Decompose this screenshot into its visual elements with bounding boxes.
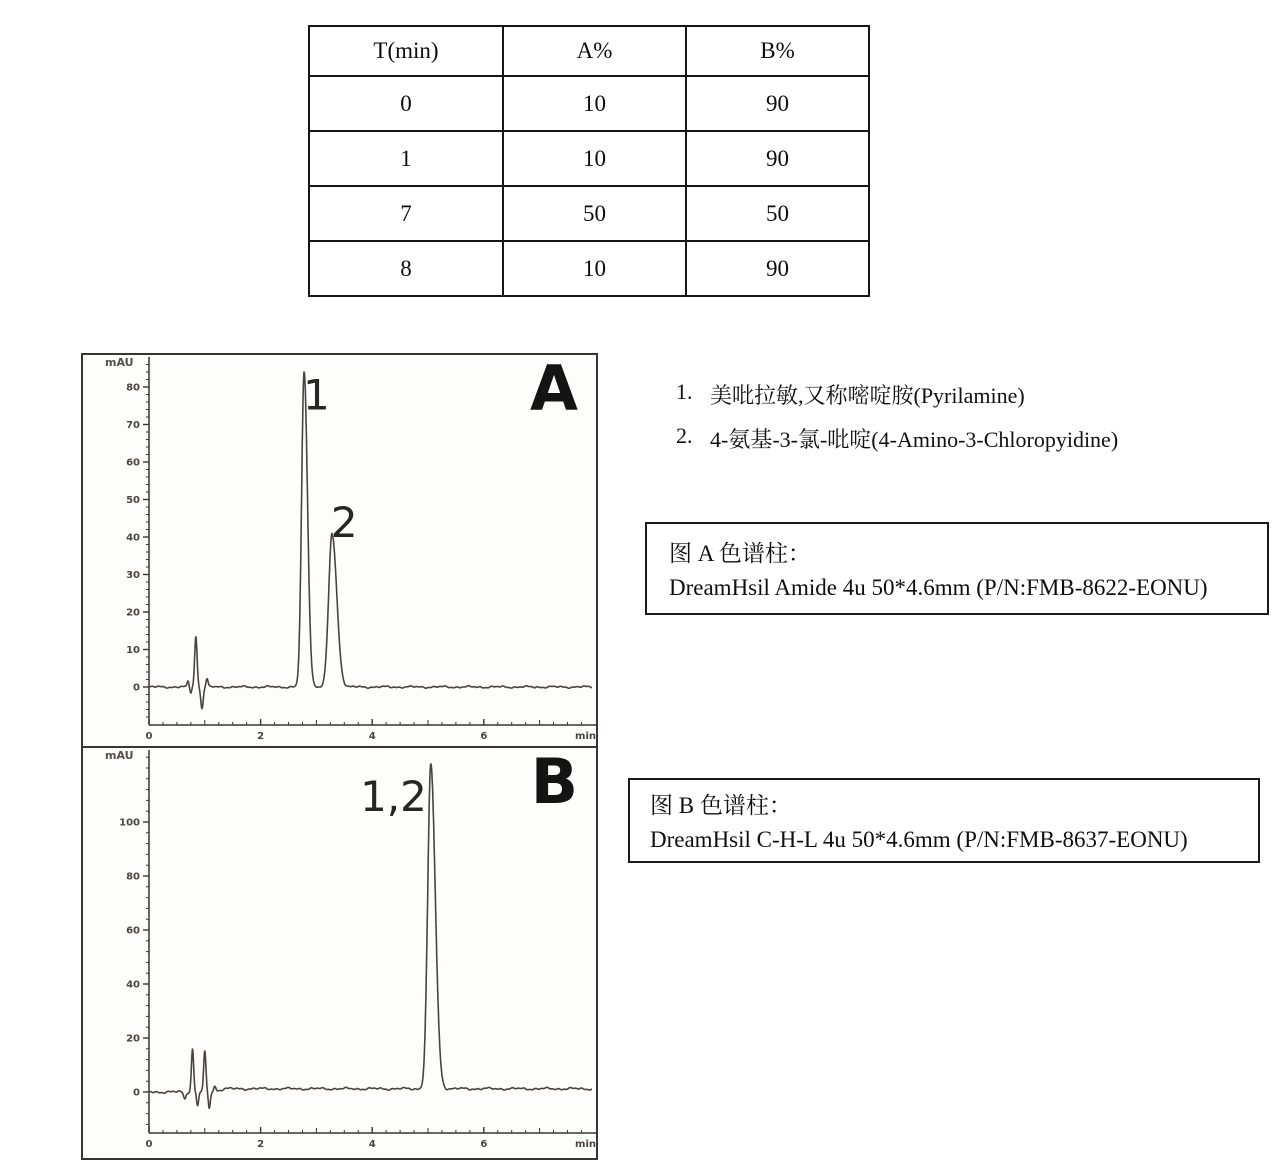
- y-tick-label: 20: [126, 607, 140, 619]
- legend-item-text: 美吡拉敏,又称嘧啶胺(Pyrilamine): [710, 383, 1025, 408]
- chromatogram-stack: [81, 353, 598, 1160]
- gradient-table: [308, 25, 870, 297]
- table-cell: 90: [686, 76, 869, 131]
- x-tick-label: 0: [145, 1139, 153, 1150]
- x-axis-unit-label: min: [575, 1139, 596, 1150]
- column-box-b-title: 图 B 色谱柱：: [650, 793, 792, 818]
- table-header-cell: T(min): [309, 26, 503, 76]
- panel-b-letter: B: [530, 745, 578, 818]
- column-box-b-detail: DreamHsil C-H-L 4u 50*4.6mm (P/N:FMB-8637-EONU): [650, 827, 1188, 852]
- table-cell: 90: [686, 241, 869, 296]
- table-cell: 10: [503, 131, 686, 186]
- table-row: [309, 131, 869, 186]
- chromatogram-trace-A: [149, 372, 592, 709]
- y-tick-label: 0: [133, 1087, 140, 1099]
- y-tick-label: 10: [126, 645, 140, 656]
- column-box-a-title: 图 A 色谱柱：: [669, 541, 811, 566]
- table-header-cell: A%: [503, 26, 686, 76]
- y-tick-label: 60: [126, 457, 140, 469]
- y-tick-label: 30: [126, 570, 140, 581]
- x-axis-unit-label: min: [575, 731, 596, 742]
- table-row: [309, 186, 869, 241]
- y-tick-label: 50: [126, 495, 140, 506]
- x-tick-label: 0: [145, 731, 153, 742]
- y-tick-label: 80: [126, 382, 140, 394]
- legend-item-number: 1.: [676, 379, 693, 404]
- table-row: [309, 76, 869, 131]
- chromatogram-panel-b: [81, 746, 598, 1160]
- legend-item: [676, 379, 1118, 410]
- y-tick-label: 40: [126, 532, 140, 544]
- table-cell: 8: [309, 241, 503, 296]
- chromatogram-panel-a: [81, 353, 598, 748]
- column-info-box-b: [628, 778, 1260, 863]
- legend-item: [676, 423, 1118, 454]
- column-box-a-detail: DreamHsil Amide 4u 50*4.6mm (P/N:FMB-8622-EONU): [669, 575, 1208, 600]
- panel-a-letter: A: [530, 352, 578, 425]
- column-info-box-a: [645, 522, 1269, 615]
- table-cell: 50: [503, 186, 686, 241]
- y-tick-label: 70: [126, 420, 140, 431]
- table-cell: 0: [309, 76, 503, 131]
- x-tick-label: 6: [480, 1139, 488, 1150]
- table-cell: 7: [309, 186, 503, 241]
- chromatogram-b-plot: [83, 745, 596, 1158]
- peak-legend: [676, 379, 1118, 467]
- x-tick-label: 2: [257, 731, 265, 742]
- legend-item-text: 4-氨基-3-氯-吡啶(4-Amino-3-Chloropyidine): [710, 427, 1119, 452]
- table-cell: 1: [309, 131, 503, 186]
- y-tick-label: 40: [126, 979, 140, 991]
- y-tick-label: 20: [126, 1033, 140, 1045]
- x-tick-label: 6: [480, 731, 488, 742]
- x-tick-label: 4: [368, 731, 376, 742]
- peak-label-2: 2: [330, 498, 358, 547]
- y-tick-label: 80: [126, 871, 140, 883]
- y-axis-unit-label: mAU: [105, 749, 134, 762]
- peak-label-1-2: 1,2: [360, 772, 427, 822]
- table-cell: 50: [686, 186, 869, 241]
- y-tick-label: 100: [119, 817, 140, 829]
- chromatogram-a-plot: [83, 352, 596, 746]
- x-tick-label: 2: [257, 1139, 265, 1150]
- y-tick-label: 60: [126, 925, 140, 937]
- legend-item-number: 2.: [676, 423, 693, 448]
- x-tick-label: 4: [368, 1139, 376, 1150]
- table-cell: 90: [686, 131, 869, 186]
- gradient-table-body: [309, 76, 869, 296]
- y-tick-label: 0: [133, 682, 140, 694]
- table-cell: 10: [503, 76, 686, 131]
- table-cell: 10: [503, 241, 686, 296]
- table-header-cell: B%: [686, 26, 869, 76]
- y-axis-unit-label: mAU: [105, 356, 134, 369]
- table-row: [309, 241, 869, 296]
- gradient-table-header: [309, 26, 869, 76]
- peak-label-1: 1: [303, 370, 330, 420]
